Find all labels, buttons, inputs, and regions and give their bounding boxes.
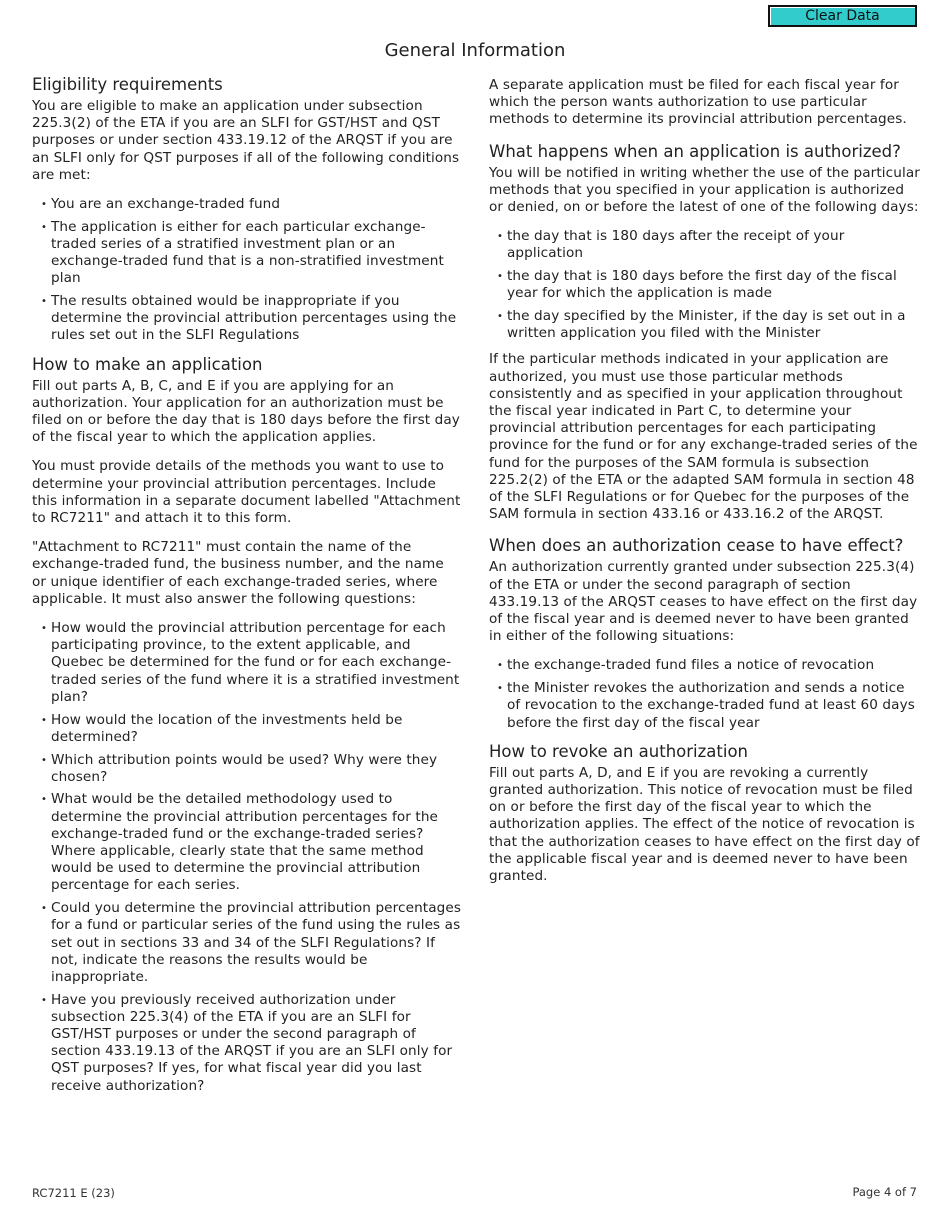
revoke-paragraph: Fill out parts A, D, and E if you are revoking a currently granted authorization. This notice of revocation must be filed on or before the first day of the fiscal year to which the authorization applies. The effect of the notice of revocation is that the authorization ceases to have effect on the first day of the applicable fiscal year and is deemed never to have been granted. — [489, 764, 920, 885]
list-item: • You are an exchange-traded fund — [32, 196, 462, 213]
list-item: • the day that is 180 days after the receipt of your application — [489, 228, 921, 262]
form-identifier: RC7211 E (23) — [32, 1186, 115, 1200]
authorized-heading: What happens when an application is authorized? — [489, 141, 901, 161]
cease-section — [489, 535, 921, 731]
how-to-apply-paragraph: "Attachment to RC7211" must contain the name of the exchange-traded fund, the business number, and the name or unique identifier of each exchange-traded series, where applicable. It must also answer the following questions: — [32, 539, 444, 607]
how-to-apply-section — [32, 354, 462, 1095]
eligibility-list — [32, 196, 462, 345]
list-item: • Could you determine the provincial attribution percentages for a fund or particular series of the fund using the rules as set out in sections 33 and 34 of the SLFI Regulations? If not, indicate the reasons the results would be inappropriate. — [32, 900, 462, 986]
list-item: • What would be the detailed methodology used to determine the provincial attribution percentages for the exchange-traded fund or the exchange-traded series? Where applicable, clearly state that the same method would be used to determine the provincial attribution percentage for each series. — [32, 791, 462, 894]
list-item: • the day that is 180 days before the first day of the fiscal year for which the application is made — [489, 268, 921, 302]
left-column — [32, 74, 462, 1104]
cease-situations-list — [489, 657, 921, 731]
list-item: • The application is either for each particular exchange-traded series of a stratified investment plan or an exchange-traded fund that is a non-stratified investment plan — [32, 219, 462, 288]
list-item: • the day specified by the Minister, if the day is set out in a written application you filed with the Minister — [489, 308, 921, 342]
how-to-apply-paragraph: You must provide details of the methods you want to use to determine your provincial attribution percentages. Include this information in a separate document labelled "Attachment to RC7211" and attach it to this form. — [32, 458, 461, 527]
eligibility-intro: You are eligible to make an application under subsection 225.3(2) of the ETA if you are an SLFI for GST/HST and QST purposes or under section 433.19.12 of the ARQST if you are an SLFI only for QST purposes if all of the following conditions are met: — [32, 98, 460, 183]
questions-list — [32, 620, 462, 1095]
how-to-apply-paragraph: Fill out parts A, B, C, and E if you are applying for an authorization. Your application for an authorization must be filed on or before the day that is 180 days before the first day of the fiscal year to which the application applies. — [32, 377, 460, 446]
page-title: General Information — [384, 40, 566, 61]
notification-days-list — [489, 228, 921, 342]
list-item: • How would the provincial attribution percentage for each participating province, to the extent applicable, and Quebec be determined for the fund or for each exchange-traded series of the fund where it is a stratified investment plan? — [32, 620, 462, 706]
list-item: • Have you previously received authorization under subsection 225.3(4) of the ETA if you are an SLFI for GST/HST purposes or under the second paragraph of section 433.19.13 of the ARQST if you are an SLFI only for QST purposes? If yes, for what fiscal year did you last receive authorization? — [32, 992, 462, 1095]
eligibility-heading: Eligibility requirements — [32, 75, 223, 94]
authorized-paragraph: If the particular methods indicated in your application are authorized, you must use those particular methods consistently and as specified in your application throughout the fiscal year indicated in Part C, to determine your provincial attribution percentages for each participating province for the fund or for any exchange-traded series of the fund for the purposes of the SAM formula is subsection 225.2(2) of the ETA or the adapted SAM formula in section 48 of the SLFI Regulations or for Quebec for the purposes of the SAM formula in section 433.16 or 433.16.2 of the ARQST. — [489, 351, 918, 523]
list-item: • the exchange-traded fund files a notice of revocation — [489, 657, 921, 674]
authorized-paragraph: You will be notified in writing whether the use of the particular methods that you specified in your application is authorized or denied, on or before the latest of one of the following days: — [489, 164, 920, 216]
eligibility-section — [32, 74, 462, 345]
list-item: • How would the location of the investments held be determined? — [32, 712, 462, 746]
list-item: • The results obtained would be inappropriate if you determine the provincial attribution percentages using the rules set out in the SLFI Regulations — [32, 293, 462, 345]
separate-application-paragraph: A separate application must be filed for each fiscal year for which the person wants authorization to use particular methods to determine its provincial attribution percentages. — [489, 77, 907, 128]
revoke-heading: How to revoke an authorization — [489, 741, 748, 761]
cease-heading: When does an authorization cease to have effect? — [489, 536, 904, 556]
authorized-section — [489, 141, 921, 524]
cease-paragraph: An authorization currently granted under subsection 225.3(4) of the ETA or under the second paragraph of section 433.19.13 of the ARQST ceases to have effect on the first day of the fiscal year and is deemed never to have been granted in either of the following situations: — [489, 559, 918, 645]
clear-data-button[interactable]: Clear Data — [768, 5, 917, 27]
list-item: • Which attribution points would be used? Why were they chosen? — [32, 752, 462, 786]
revoke-section — [489, 741, 921, 885]
right-column — [489, 77, 921, 897]
list-item: • the Minister revokes the authorization and sends a notice of revocation to the exchange-traded fund at least 60 days before the first day of the fiscal year — [489, 680, 921, 732]
page-number: Page 4 of 7 — [852, 1185, 917, 1199]
how-to-apply-heading: How to make an application — [32, 354, 263, 374]
